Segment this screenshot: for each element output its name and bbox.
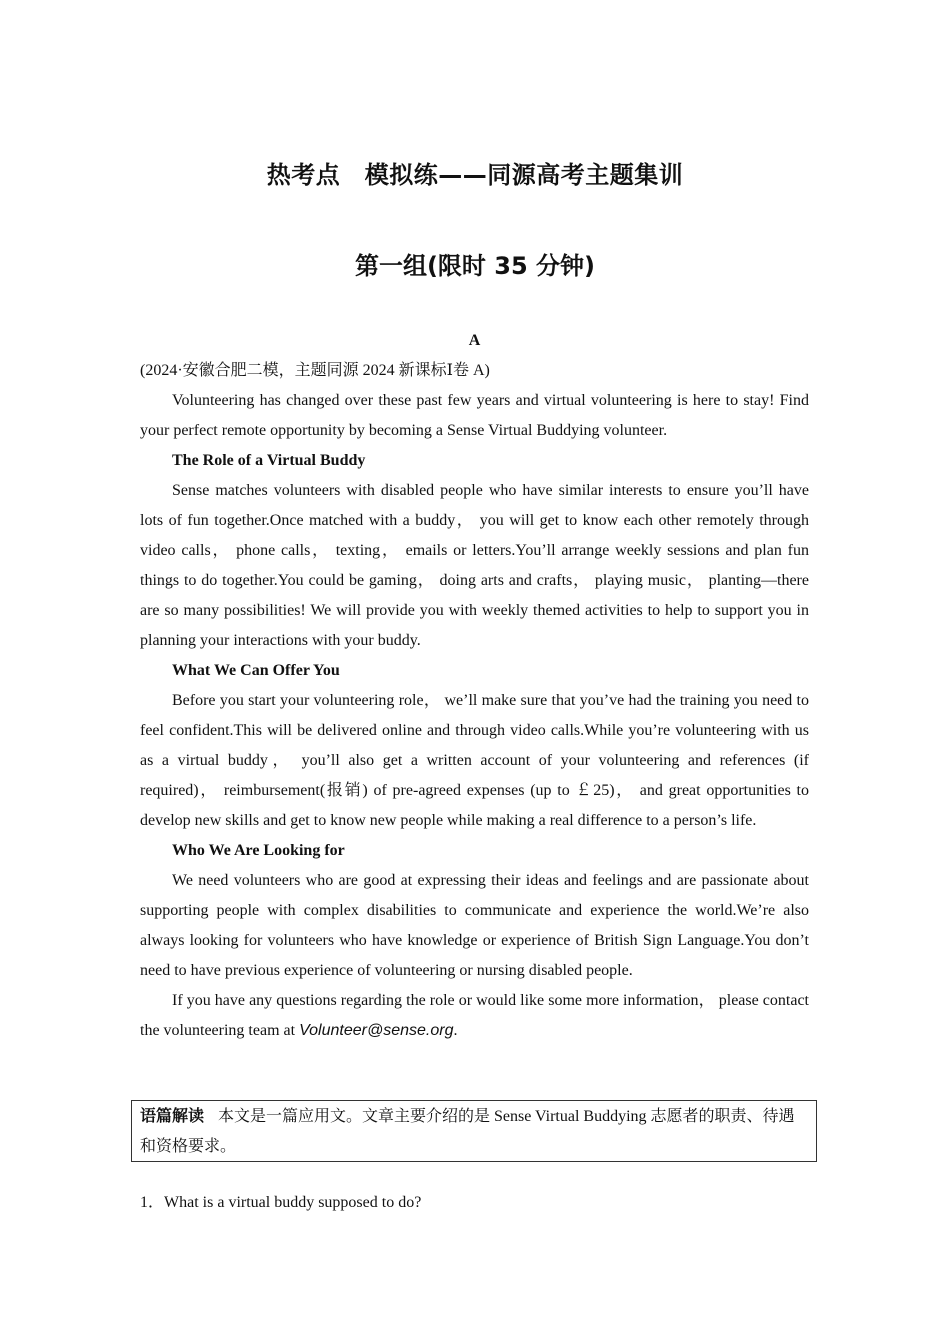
section-heading-role: The Role of a Virtual Buddy	[172, 452, 366, 469]
summary-text: 本文是一篇应用文。文章主要介绍的是 Sense Virtual Buddying 志愿者的职责、待遇和资格要求。	[140, 1108, 795, 1155]
closing-paragraph	[140, 986, 809, 1046]
summary-label: 语篇解读	[140, 1106, 205, 1125]
closing-end: .	[453, 1022, 458, 1039]
passage-intro: Volunteering has changed over these past few years and virtual volunteering is here to stay! Find your perfect remote opportunity by becoming a Sense Virtual Buddying volunteer.	[140, 392, 809, 439]
passage	[140, 326, 809, 1046]
section-body-role: Sense matches volunteers with disabled people who have similar interests to ensure you’ll have lots of fun together.Once matched with a buddy， you will get to know each other remotely through video calls， phone calls， texting， emails or letters.You’ll arrange weekly sessions and plan fun things to do together.You could be gaming， doing arts and crafts， playing music， planting—there are so many possibilities! We will provide you with weekly themed activities to help to support you in planning your interactions with your buddy.	[140, 482, 809, 649]
question-text: What is a virtual buddy supposed to do?	[164, 1194, 422, 1211]
passage-letter: A	[468, 332, 481, 349]
question-number: 1．	[140, 1194, 165, 1211]
passage-source: (2024·安徽合肥二模，主题同源 2024 新课标Ⅰ卷 A)	[140, 362, 490, 379]
page-title: 热考点 模拟练——同源高考主题集训	[266, 161, 684, 189]
page-subtitle: 第一组(限时 35 分钟)	[354, 252, 596, 280]
closing-text: If you have any questions regarding the role or would like some more information， please contact the volunteering team at	[140, 992, 809, 1039]
contact-email[interactable]: Volunteer@sense.org	[299, 1022, 454, 1039]
section-heading-looking-for: Who We Are Looking for	[172, 842, 345, 859]
section-body-offer: Before you start your volunteering role， we’ll make sure that you’ve had the training you need to feel confident.This will be delivered online and through video calls.While you’re volunteering with us as a virtual buddy， you’ll also get a written account of your volunteering and references (if required)， reimbursement(报销) of pre-agreed expenses (up to ￡25)， and great opportunities to develop new skills and get to know new people while making a real difference to a person’s life.	[140, 692, 810, 829]
section-heading-offer: What We Can Offer You	[172, 662, 340, 679]
summary-box	[131, 1100, 817, 1162]
question-item	[140, 1188, 421, 1218]
section-body-looking-for: We need volunteers who are good at expressing their ideas and feelings and are passionate about supporting people with complex disabilities to communicate and experience the world.We’re also always looking for volunteers who have knowledge or experience of British Sign Language.You don’t need to have previous experience of volunteering or nursing disabled people.	[140, 872, 809, 979]
